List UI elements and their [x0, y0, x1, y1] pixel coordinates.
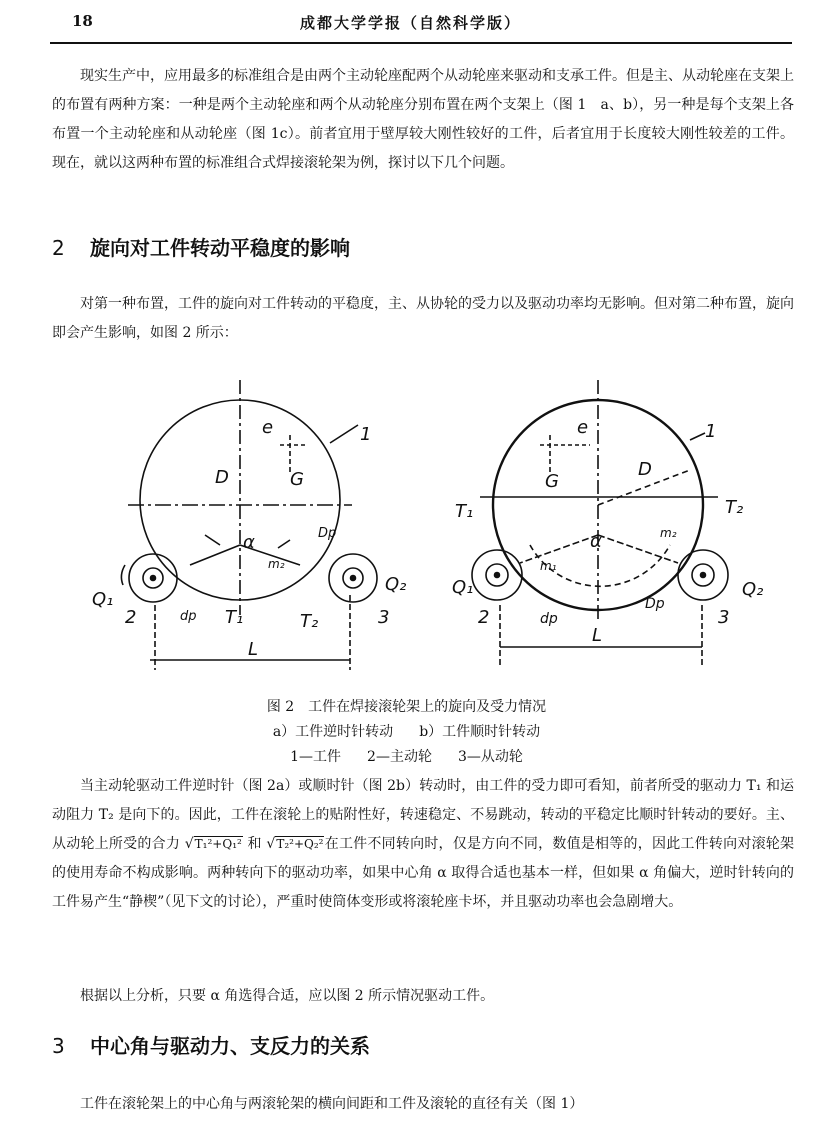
caption-sub-b: b）工件顺时针转动 — [419, 724, 541, 740]
analysis-part-2: 和 — [247, 836, 262, 852]
legend-item-3: 3—从动轮 — [457, 749, 523, 765]
analysis-part-3: 在工件不同转向时，仅是方向不同，数值是相等的，因此工件转向对滚轮架的使用寿命不构成影响。两种转向下的驱动功率，如果中心角 α 取得合适也基本一样，但如果 α 角偏大，逆时针转向的工件易产生“静楔”（见下文的讨论），严重时使筒体变形或将滚轮座卡坏，并且驱动功率也会急剧增大。 — [52, 836, 795, 910]
left-label-m2: m₂ — [268, 557, 285, 571]
legend-item-1: 1—工件 — [290, 749, 342, 765]
section-2-title: 旋向对工件转动平稳度的影响 — [90, 236, 350, 260]
section-3-heading — [52, 1030, 370, 1059]
section-2-heading — [52, 232, 350, 261]
left-label-Q2: Q₂ — [385, 574, 407, 595]
section-3-paragraph: 工件在滚轮架上的中心角与两滚轮架的横向间距和工件及滚轮的直径有关（图 1） — [80, 1096, 584, 1112]
resultant-force-2: T₂²+Q₂² — [276, 837, 324, 851]
section-2-number: 2 — [52, 236, 65, 260]
right-label-Q1: Q₁ — [452, 577, 474, 598]
left-label-alpha: α — [243, 532, 255, 553]
right-label-3: 3 — [718, 607, 730, 628]
right-label-Dp: Dp — [645, 596, 665, 612]
header-rule — [50, 42, 792, 44]
left-label-D: D — [215, 467, 229, 488]
caption-sub-a: a）工件逆时针转动 — [272, 724, 394, 740]
left-arrow-1 — [330, 425, 358, 443]
right-label-dp: dp — [540, 611, 558, 627]
figure-2-caption-legend — [0, 745, 813, 769]
left-label-Dp: Dp — [318, 526, 337, 541]
right-label-Q2: Q₂ — [742, 579, 764, 600]
left-label-2: 2 — [125, 607, 137, 628]
figure-2-diagram — [0, 365, 813, 685]
left-label-dp: dp — [180, 609, 197, 624]
right-label-G: G — [545, 471, 559, 492]
left-label-T1: T₁ — [225, 607, 244, 628]
right-label-2: 2 — [478, 607, 490, 628]
section-3-title: 中心角与驱动力、支反力的关系 — [90, 1034, 370, 1058]
left-label-e: e — [262, 417, 274, 438]
right-label-D: D — [638, 459, 652, 480]
right-label-L: L — [592, 625, 603, 646]
conclusion-paragraph: 根据以上分析，只要 α 角选得合适，应以图 2 所示情况驱动工件。 — [80, 988, 495, 1004]
right-label-1: 1 — [705, 421, 717, 442]
right-label-alpha: α — [590, 531, 602, 552]
figure-2-caption-subfigures — [0, 720, 813, 744]
left-label-1: 1 — [360, 424, 372, 445]
intro-paragraph: 现实生产中，应用最多的标准组合是由两个主动轮座配两个从动轮座来驱动和支承工件。但是主、从动轮座在支架上的布置有两种方案：一种是两个主动轮座和两个从动轮座分别布置在两个支架上（图 1 a、b），另一种是每个支架上各布置一个主动轮座和从动轮座（图 1c）。前者宜用于壁厚较大刚性较好的工件，后者宜用于长度较大刚性较差的工件。现在，就以这两种布置的标准组合式焊接滚轮架为例，探讨以下几个问题。 — [52, 68, 794, 171]
resultant-force-1: T₁²+Q₁² — [194, 837, 242, 851]
analysis-paragraph: 当主动轮驱动工件逆时针（图 2a）或顺时针（图 2b）转动时，由工件的受力即可看知，前者所受的驱动力 T₁ 和运动阻力 T₂ 是向下的。因此，工件在滚轮上的贴附性好，转速稳定、不易跳动，转动的平稳定比顺时针转动的要好。主、从动轮上所受的合力 √T₁²+Q₁² 和 √T₂²+Q₂²在工件不同转向时，仅是方向不同，数值是相等的，因此工件转向对滚轮架的使用寿命不构成影响。两种转向下的驱动功率，如果中心角 α 取得合适也基本一样，但如果 α 角偏大，逆时针转向的工件易产生“静楔”（见下文的讨论），严重时使筒体变形或将滚轮座卡坏，并且驱动功率也会急剧增大。 — [52, 778, 795, 910]
right-label-m1: m₁ — [540, 559, 557, 573]
figure-2-caption-title: 图 2 工件在焊接滚轮架上的旋向及受力情况 — [266, 699, 547, 715]
analysis-part-1: 当主动轮驱动工件逆时针（图 2a）或顺时针（图 2b）转动时，由工件的受力即可看知，前者所受的驱动力 T₁ 和运动阻力 T₂ 是向下的。因此，工件在滚轮上的贴附性好，转速稳定、不易跳动，转动的平稳定比顺时针转动的要好。主、从动轮上所受的合力 — [52, 778, 794, 852]
left-label-L: L — [248, 639, 259, 660]
journal-running-title: 成都大学学报（自然科学版） — [300, 14, 522, 32]
right-label-T1: T₁ — [455, 501, 474, 522]
right-label-T2: T₂ — [725, 497, 744, 518]
left-label-T2: T₂ — [300, 611, 319, 632]
left-label-G: G — [290, 469, 304, 490]
left-label-3: 3 — [378, 607, 390, 628]
left-force-line-1 — [190, 545, 240, 565]
left-label-Q1: Q₁ — [92, 589, 114, 610]
legend-item-2: 2—主动轮 — [367, 749, 432, 765]
section-3-number: 3 — [52, 1034, 65, 1058]
section-2-paragraph: 对第一种布置，工件的旋向对工件转动的平稳度，主、从协轮的受力以及驱动功率均无影响。但对第二种布置，旋向即会产生影响，如图 2 所示： — [52, 296, 794, 341]
right-label-m2: m₂ — [660, 526, 677, 540]
right-label-e: e — [577, 417, 589, 438]
page-number: 18 — [72, 12, 93, 30]
